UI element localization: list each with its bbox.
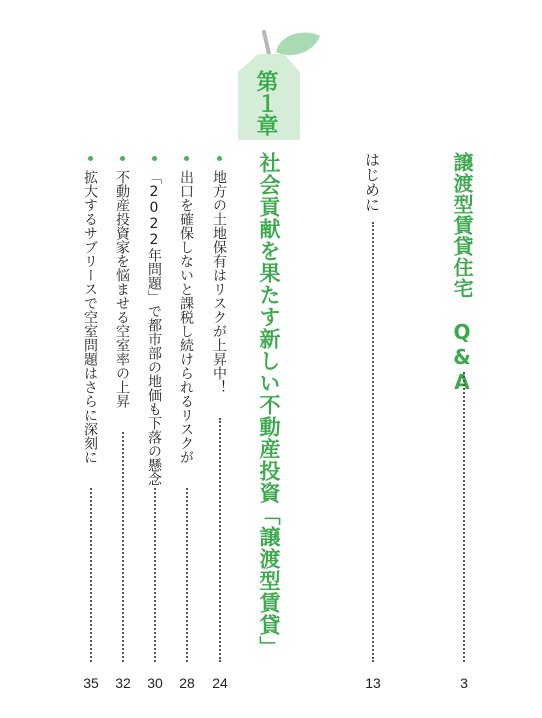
- toc-section-title[interactable]: 拡大するサブリースで空室問題はさらに深刻に: [82, 170, 98, 464]
- toc-leader-dots: [463, 372, 465, 662]
- list-bullet: [152, 156, 157, 161]
- chapter-badge: [230, 22, 320, 142]
- toc-page-number: 32: [115, 675, 131, 691]
- list-bullet: [120, 156, 125, 161]
- toc-leader-dots: [90, 488, 92, 662]
- toc-section-title[interactable]: 「2022年問題」で都市部の地価も下落の懸念: [146, 170, 162, 486]
- toc-section-title[interactable]: 出口を確保しないと課税し続けられるリスクが: [178, 170, 194, 464]
- toc-page-number: 24: [212, 675, 228, 691]
- toc-leader-dots: [154, 488, 156, 662]
- toc-intro-title[interactable]: はじめに: [363, 152, 381, 212]
- list-bullet: [184, 156, 189, 161]
- toc-section-title[interactable]: 地方の土地保有はリスクが上昇中！: [211, 170, 227, 394]
- chapter-label: 第１章: [253, 70, 278, 136]
- toc-leader-dots: [122, 432, 124, 662]
- toc-leader-dots: [186, 488, 188, 662]
- toc-page-number: 35: [83, 675, 99, 691]
- toc-leader-dots: [372, 222, 374, 662]
- chapter-title[interactable]: 社会貢献を果たす新しい不動産投資「譲渡型賃貸」: [257, 152, 281, 658]
- toc-page-number: 3: [460, 675, 468, 691]
- toc-main-title[interactable]: 譲渡型賃貸住宅 Q&A: [450, 152, 474, 395]
- list-bullet: [217, 156, 222, 161]
- toc-page-number: 30: [147, 675, 163, 691]
- toc-leader-dots: [219, 418, 221, 662]
- list-bullet: [88, 156, 93, 161]
- toc-section-title[interactable]: 不動産投資家を悩ませる空室率の上昇: [114, 170, 130, 408]
- toc-page-number: 28: [179, 675, 195, 691]
- toc-page-number: 13: [365, 675, 381, 691]
